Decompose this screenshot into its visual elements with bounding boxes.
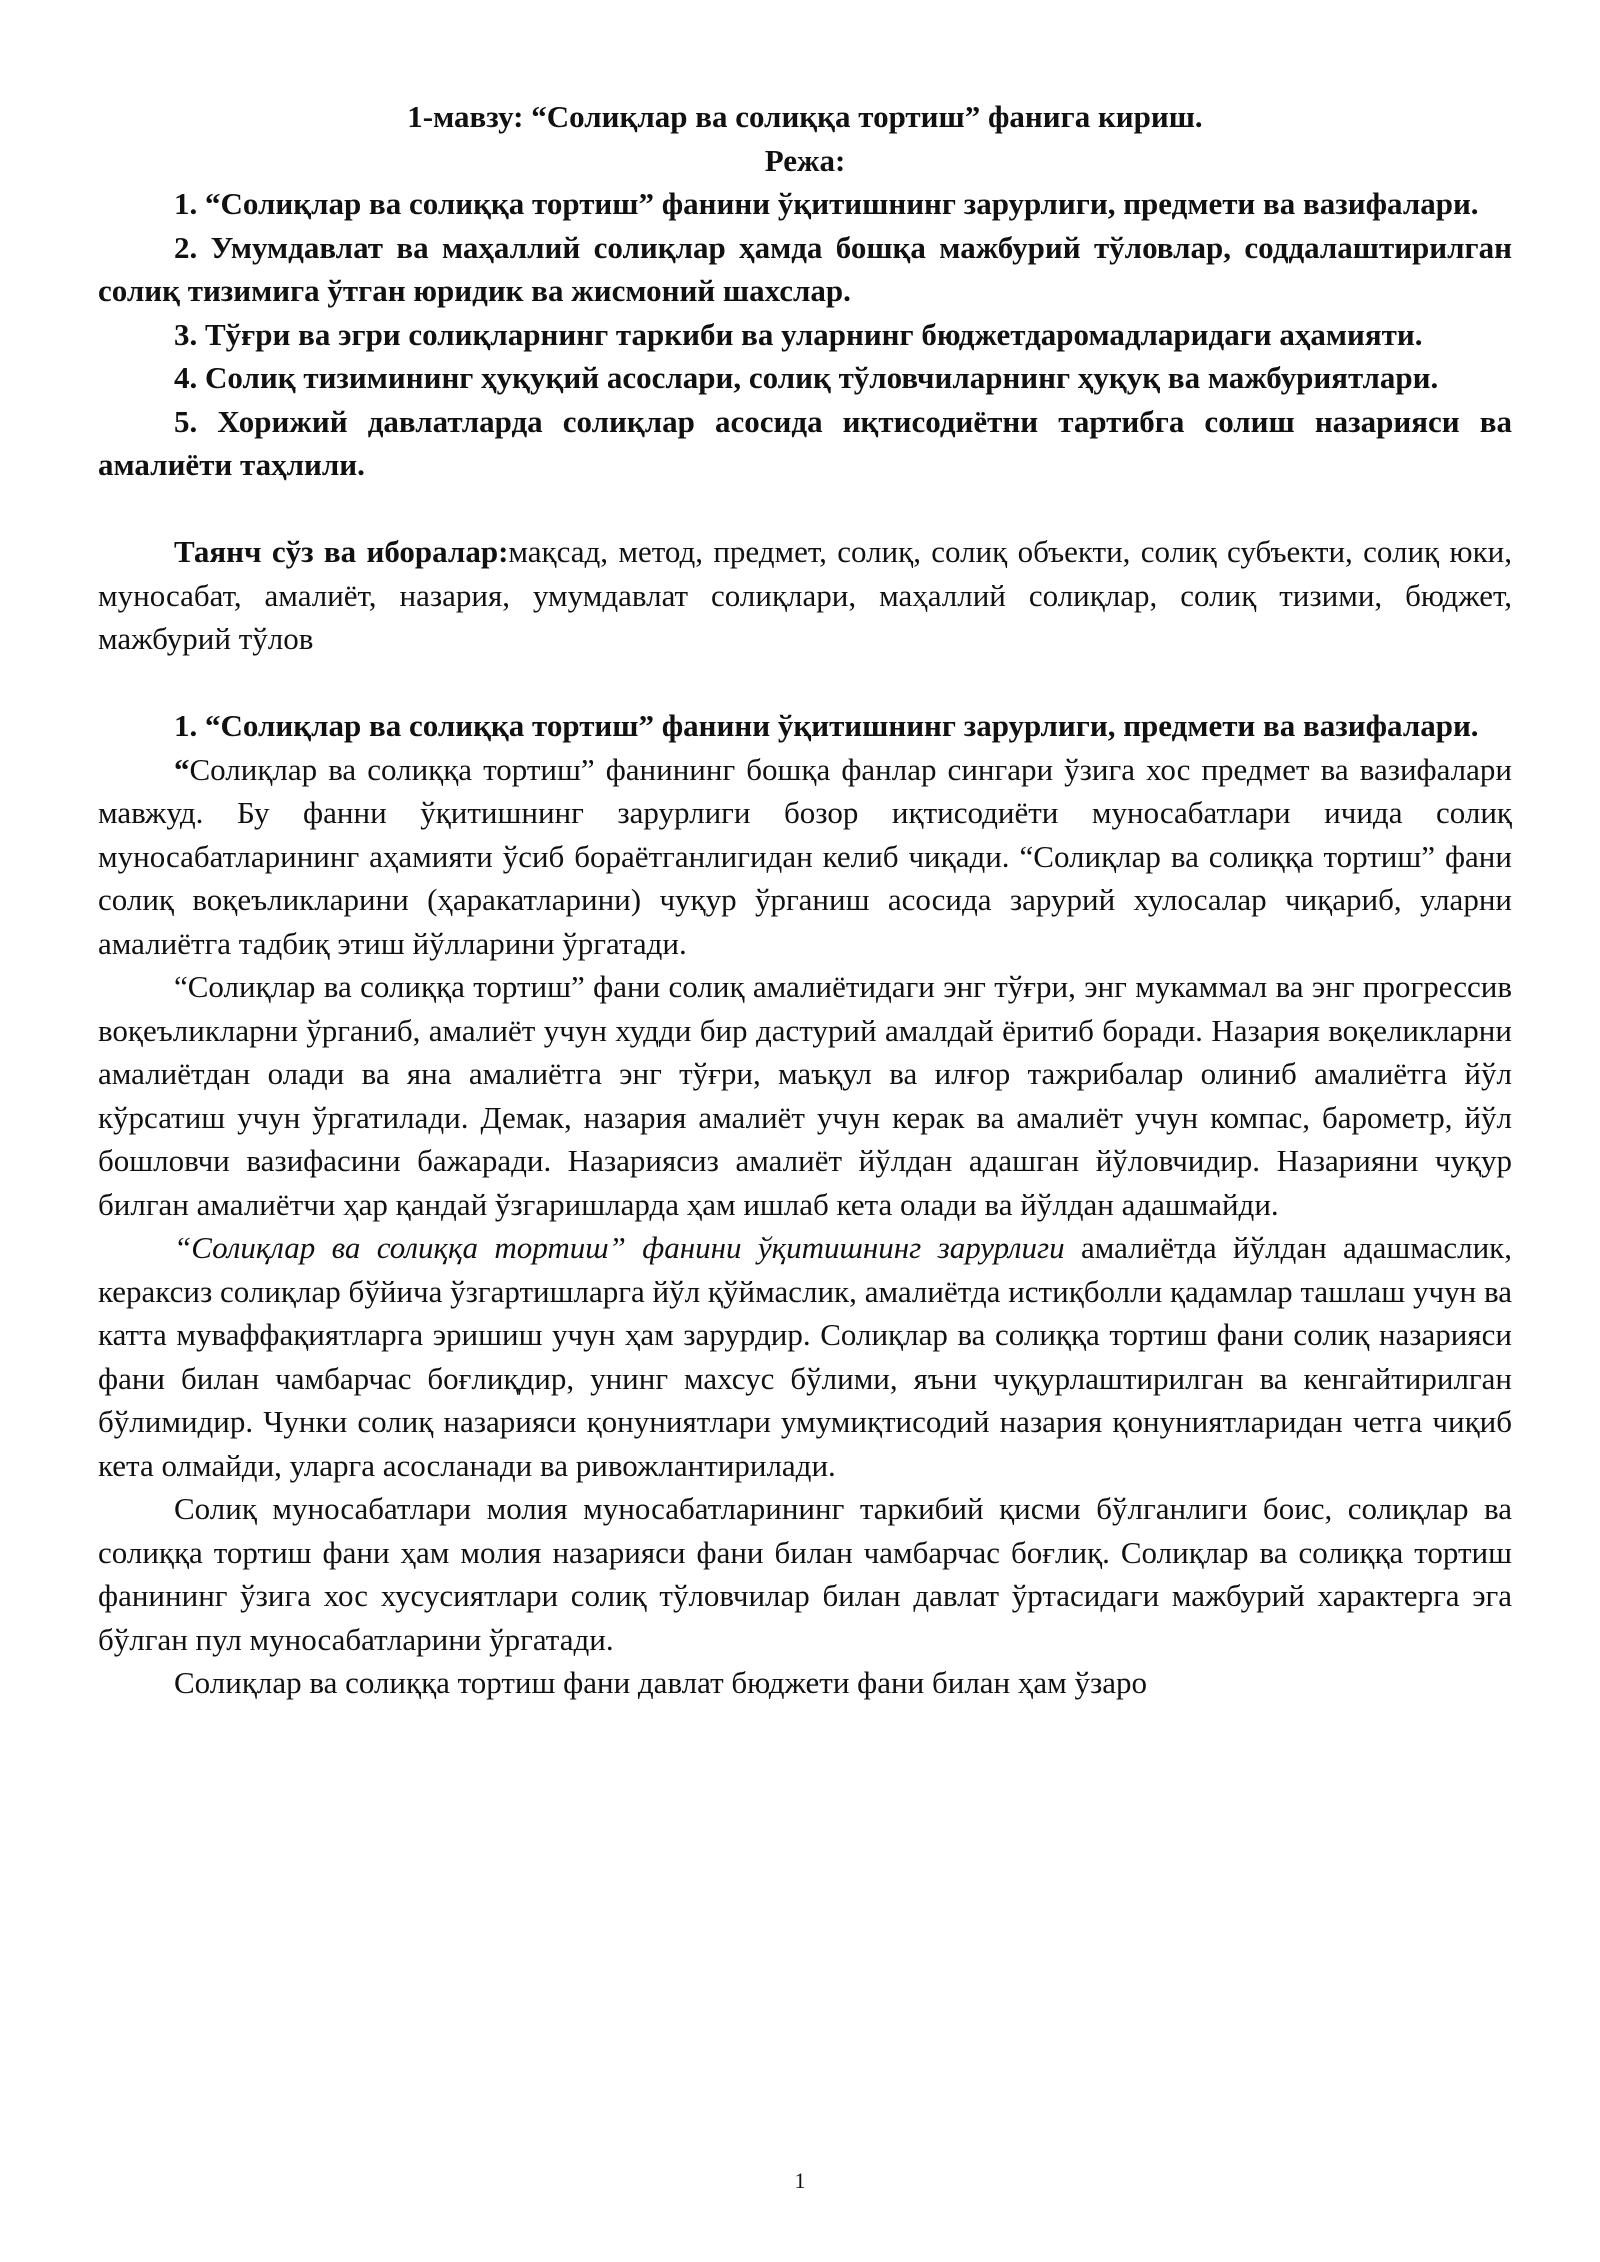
- paragraph-text: Солиқ муносабатлари молия муносабатларининг таркибий қисми бўлганлиги боис, солиқлар ва солиққа тортиш фани ҳам молия назарияси фани билан чамбарчас боғлиқ. Солиқлар ва солиққа тортиш фанининг ўзига хос хусусиятлари солиқ тўловчилар билан давлат ўртасидаги мажбурий характерга эга бўлган пул муносабатларини ўргатади.: [98, 1491, 1512, 1657]
- body-paragraph: [98, 748, 1512, 966]
- plan-item: 4. Солиқ тизимининг ҳуқуқий асослари, солиқ тўловчиларнинг ҳуқуқ ва мажбуриятлари.: [174, 360, 1439, 395]
- plan-item: 3. Тўғри ва эгри солиқларнинг таркиби ва уларнинг бюджетдаромадларидаги аҳамияти.: [174, 316, 1423, 352]
- paragraph-text: Солиқлар ва солиққа тортиш” фанининг бошқа фанлар сингари ўзига хос предмет ва вазифалари мавжуд. Бу фанни ўқитишнинг зарурлиги бозор иқтисодиёти муносабатлари ичида солиқ муносабатларининг аҳамияти ўсиб бораётганлигидан келиб чиқади. “Солиқлар ва солиққа тортиш” фани солиқ воқеъликларини (ҳаракатларини) чуқур ўрганиш асосида зарурий хулосалар чиқариб, уларни амалиётга тадбиқ этиш йўлларини ўргатади.: [98, 751, 1512, 961]
- blank-line: [98, 487, 1512, 531]
- paragraph-text: Солиқлар ва солиққа тортиш фани давлат бюджети фани билан ҳам ўзаро: [174, 1665, 1148, 1700]
- section-heading: 1. “Солиқлар ва солиққа тортиш” фанини ўқитишнинг зарурлиги, предмети ва вазифалари.: [174, 708, 1479, 743]
- plan-item: 1. “Солиқлар ва солиққа тортиш” фанини ўқитишнинг зарурлиги, предмети ва вазифалари.: [174, 186, 1479, 221]
- plan-title: Режа:: [764, 142, 846, 178]
- page-number: 1: [794, 2168, 806, 2193]
- body-paragraph: [98, 1226, 1512, 1487]
- keywords-label: Таянч сўз ва иборалар:: [174, 534, 509, 569]
- plan-item: 2. Умумдавлат ва маҳаллий солиқлар ҳамда бошқа мажбурий тўловлар, соддалаштирилган солиқ тизимига ўтган юридик ва жисмоний шахслар.: [98, 229, 1512, 308]
- body-paragraph: [98, 1661, 1512, 1705]
- plan-item: 5. Хорижий давлатларда солиқлар асосида иқтисодиётни тартибга солиш назарияси ва амалиёти таҳлили.: [98, 403, 1512, 482]
- paragraph-text: “Солиқлар ва солиққа тортиш” фани солиқ амалиётидаги энг тўғри, энг мукаммал ва энг прогрессив воқеъликларни ўрганиб, амалиёт учун худди бир дастурий амалдай ёритиб боради. Назария воқеликларни амалиётдан олади ва яна амалиётга энг тўғри, маъқул ва илғор тажрибалар олиниб амалиётга йўл кўрсатиш учун ўргатилади. Демак, назария амалиёт учун керак ва амалиёт учун компас, барометр, йўл бошловчи вазифасини бажаради. Назариясиз амалиёт йўлдан адашган йўловчидир. Назарияни чуқур билган амалиётчи ҳар қандай ўзгаришларда ҳам ишлаб кета олади ва йўлдан адашмайди.: [98, 969, 1512, 1222]
- paragraph-text: амалиётда йўлдан адашмаслик, кераксиз солиқлар бўйича ўзгартишларга йўл қўймаслик, амалиётда истиқболли қадамлар ташлаш учун ва катта муваффақиятларга эришиш учун ҳам зарурдир. Солиқлар ва солиққа тортиш фани солиқ назарияси фани билан чамбарчас боғлиқдир, унинг махсус бўлими, яъни чуқурлаштирилган ва кенгайтирилган бўлимидир. Чунки солиқ назарияси қонуниятлари умумиқтисодий назария қонуниятларидан четга чиқиб кета олмайди, уларга асосланади ва ривожлантирилади.: [98, 1230, 1512, 1483]
- blank-line: [98, 661, 1512, 705]
- body-paragraph: [98, 1487, 1512, 1661]
- paragraph-lead: “: [174, 751, 190, 787]
- document-page: [98, 95, 1512, 1705]
- keywords-paragraph: [98, 530, 1512, 661]
- keywords-text: мақсад, метод, предмет, солиқ, солиқ объекти, солиқ субъекти, солиқ юки, муносабат, амалиёт, назария, умумдавлат солиқлари, маҳаллий солиқлар, солиқ тизими, бюджет, мажбурий тўлов: [98, 534, 1512, 656]
- document-title: 1-мавзу: “Солиқлар ва солиққа тортиш” фанига кириш.: [407, 99, 1203, 134]
- body-paragraph: [98, 965, 1512, 1226]
- paragraph-lead: “Солиқлар ва солиққа тортиш” фанини ўқитишнинг зарурлиги: [174, 1230, 1065, 1265]
